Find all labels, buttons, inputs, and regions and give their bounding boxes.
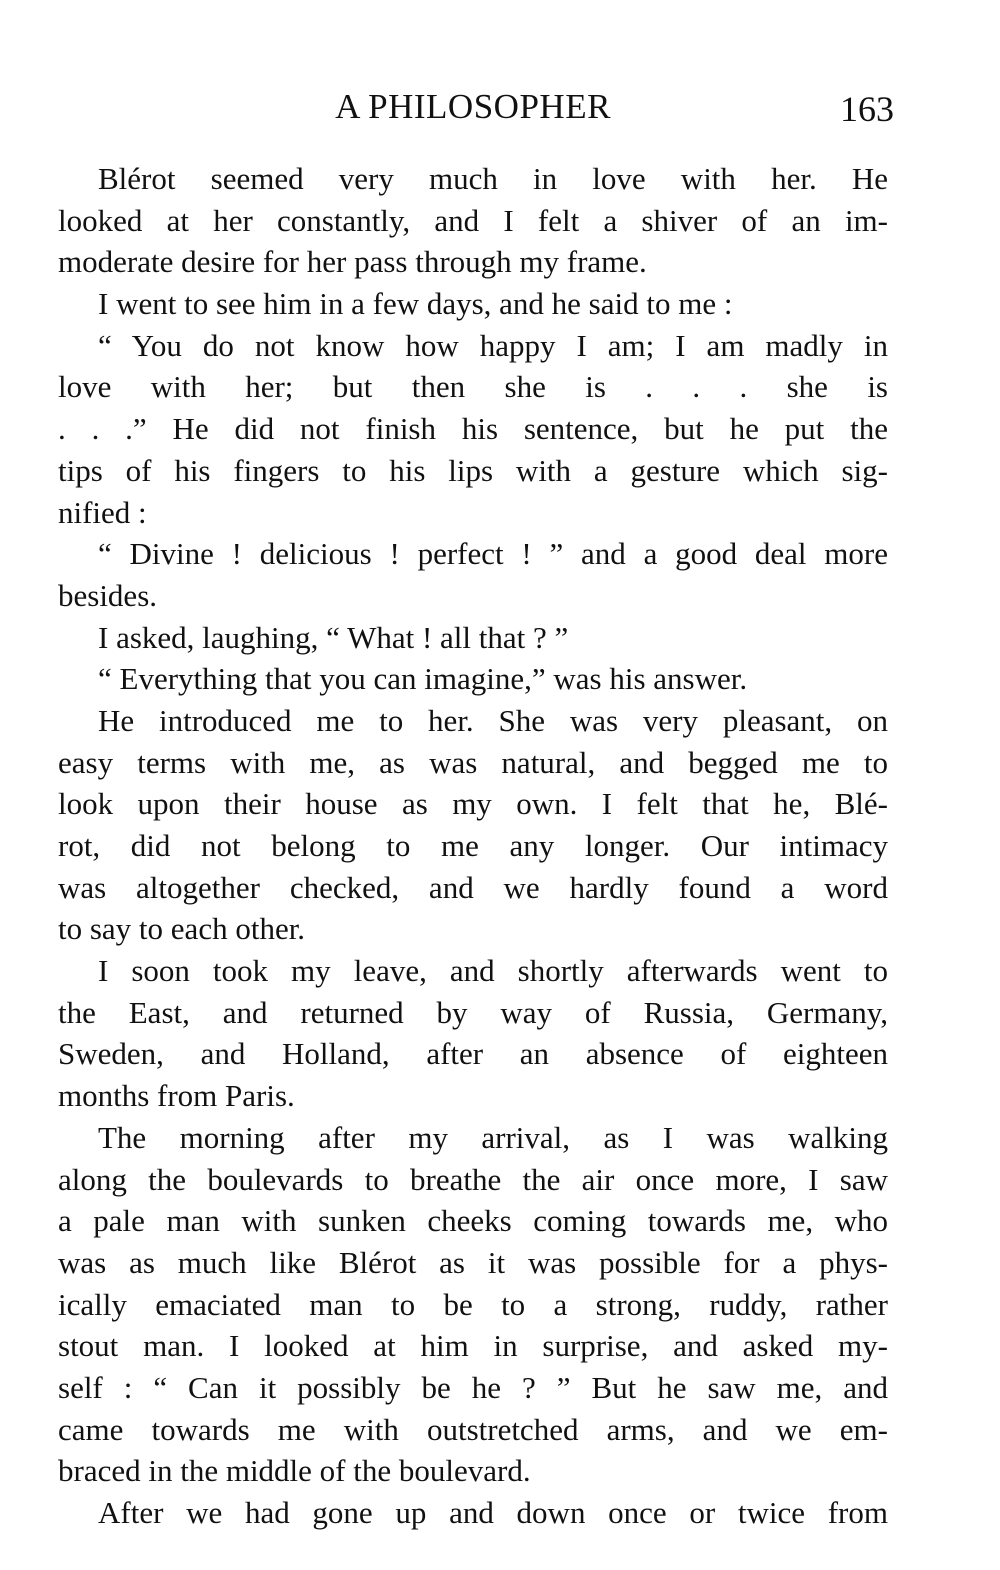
text-line: “ Divine ! delicious ! perfect ! ” and a good deal more bbox=[98, 536, 888, 572]
running-title: A PHILOSOPHER bbox=[335, 87, 611, 126]
text-line: Sweden, and Holland, after an absence of eighteen bbox=[58, 1036, 888, 1072]
text-line: ically emaciated man to be to a strong, ruddy, rather bbox=[58, 1286, 888, 1322]
text-line: was altogether checked, and we hardly found a word bbox=[58, 869, 888, 905]
text-line: the East, and returned by way of Russia, Germany, bbox=[58, 994, 888, 1030]
text-line: stout man. I looked at him in surprise, and asked my- bbox=[58, 1328, 888, 1364]
text-line: look upon their house as my own. I felt that he, Blé- bbox=[58, 786, 888, 822]
text-line: He introduced me to her. She was very pleasant, on bbox=[98, 702, 888, 738]
book-page bbox=[58, 0, 894, 1570]
text-line: . . .” He did not finish his sentence, but he put the bbox=[58, 411, 888, 447]
body-text bbox=[58, 158, 888, 1534]
page-number: 163 bbox=[840, 89, 894, 129]
text-line: came towards me with outstretched arms, and we em- bbox=[58, 1411, 888, 1447]
text-line: a pale man with sunken cheeks coming towards me, who bbox=[58, 1203, 888, 1239]
text-line: nified : bbox=[58, 494, 147, 530]
text-line: love with her; but then she is . . . she is bbox=[58, 369, 888, 405]
text-line: months from Paris. bbox=[58, 1078, 295, 1114]
text-line: rot, did not belong to me any longer. Our intimacy bbox=[58, 828, 888, 863]
text-line: I soon took my leave, and shortly afterwards went to bbox=[98, 953, 888, 989]
text-line: Blérot seemed very much in love with her. He bbox=[98, 161, 888, 196]
text-line: The morning after my arrival, as I was walking bbox=[98, 1119, 888, 1155]
text-line: self : “ Can it possibly be he ? ” But he saw me, and bbox=[58, 1369, 888, 1405]
text-line: tips of his fingers to his lips with a gesture which sig- bbox=[58, 452, 888, 488]
text-line: besides. bbox=[58, 577, 158, 613]
text-line: along the boulevards to breathe the air once more, I saw bbox=[58, 1161, 888, 1197]
text-line: looked at her constantly, and I felt a shiver of an im- bbox=[58, 202, 888, 238]
text-line: moderate desire for her pass through my frame. bbox=[58, 244, 647, 280]
text-line: was as much like Blérot as it was possible for a phys- bbox=[58, 1244, 888, 1280]
text-line: braced in the middle of the boulevard. bbox=[58, 1453, 531, 1489]
text-line: easy terms with me, as was natural, and begged me to bbox=[58, 744, 888, 780]
text-line: I asked, laughing, “ What ! all that ? ” bbox=[98, 619, 569, 655]
text-line: “ You do not know how happy I am; I am madly in bbox=[98, 327, 888, 363]
running-head bbox=[58, 84, 894, 130]
text-line: to say to each other. bbox=[58, 911, 306, 947]
text-line: I went to see him in a few days, and he said to me : bbox=[98, 286, 733, 322]
text-line: After we had gone up and down once or twice from bbox=[98, 1495, 888, 1530]
text-line: “ Everything that you can imagine,” was his answer. bbox=[98, 661, 748, 697]
